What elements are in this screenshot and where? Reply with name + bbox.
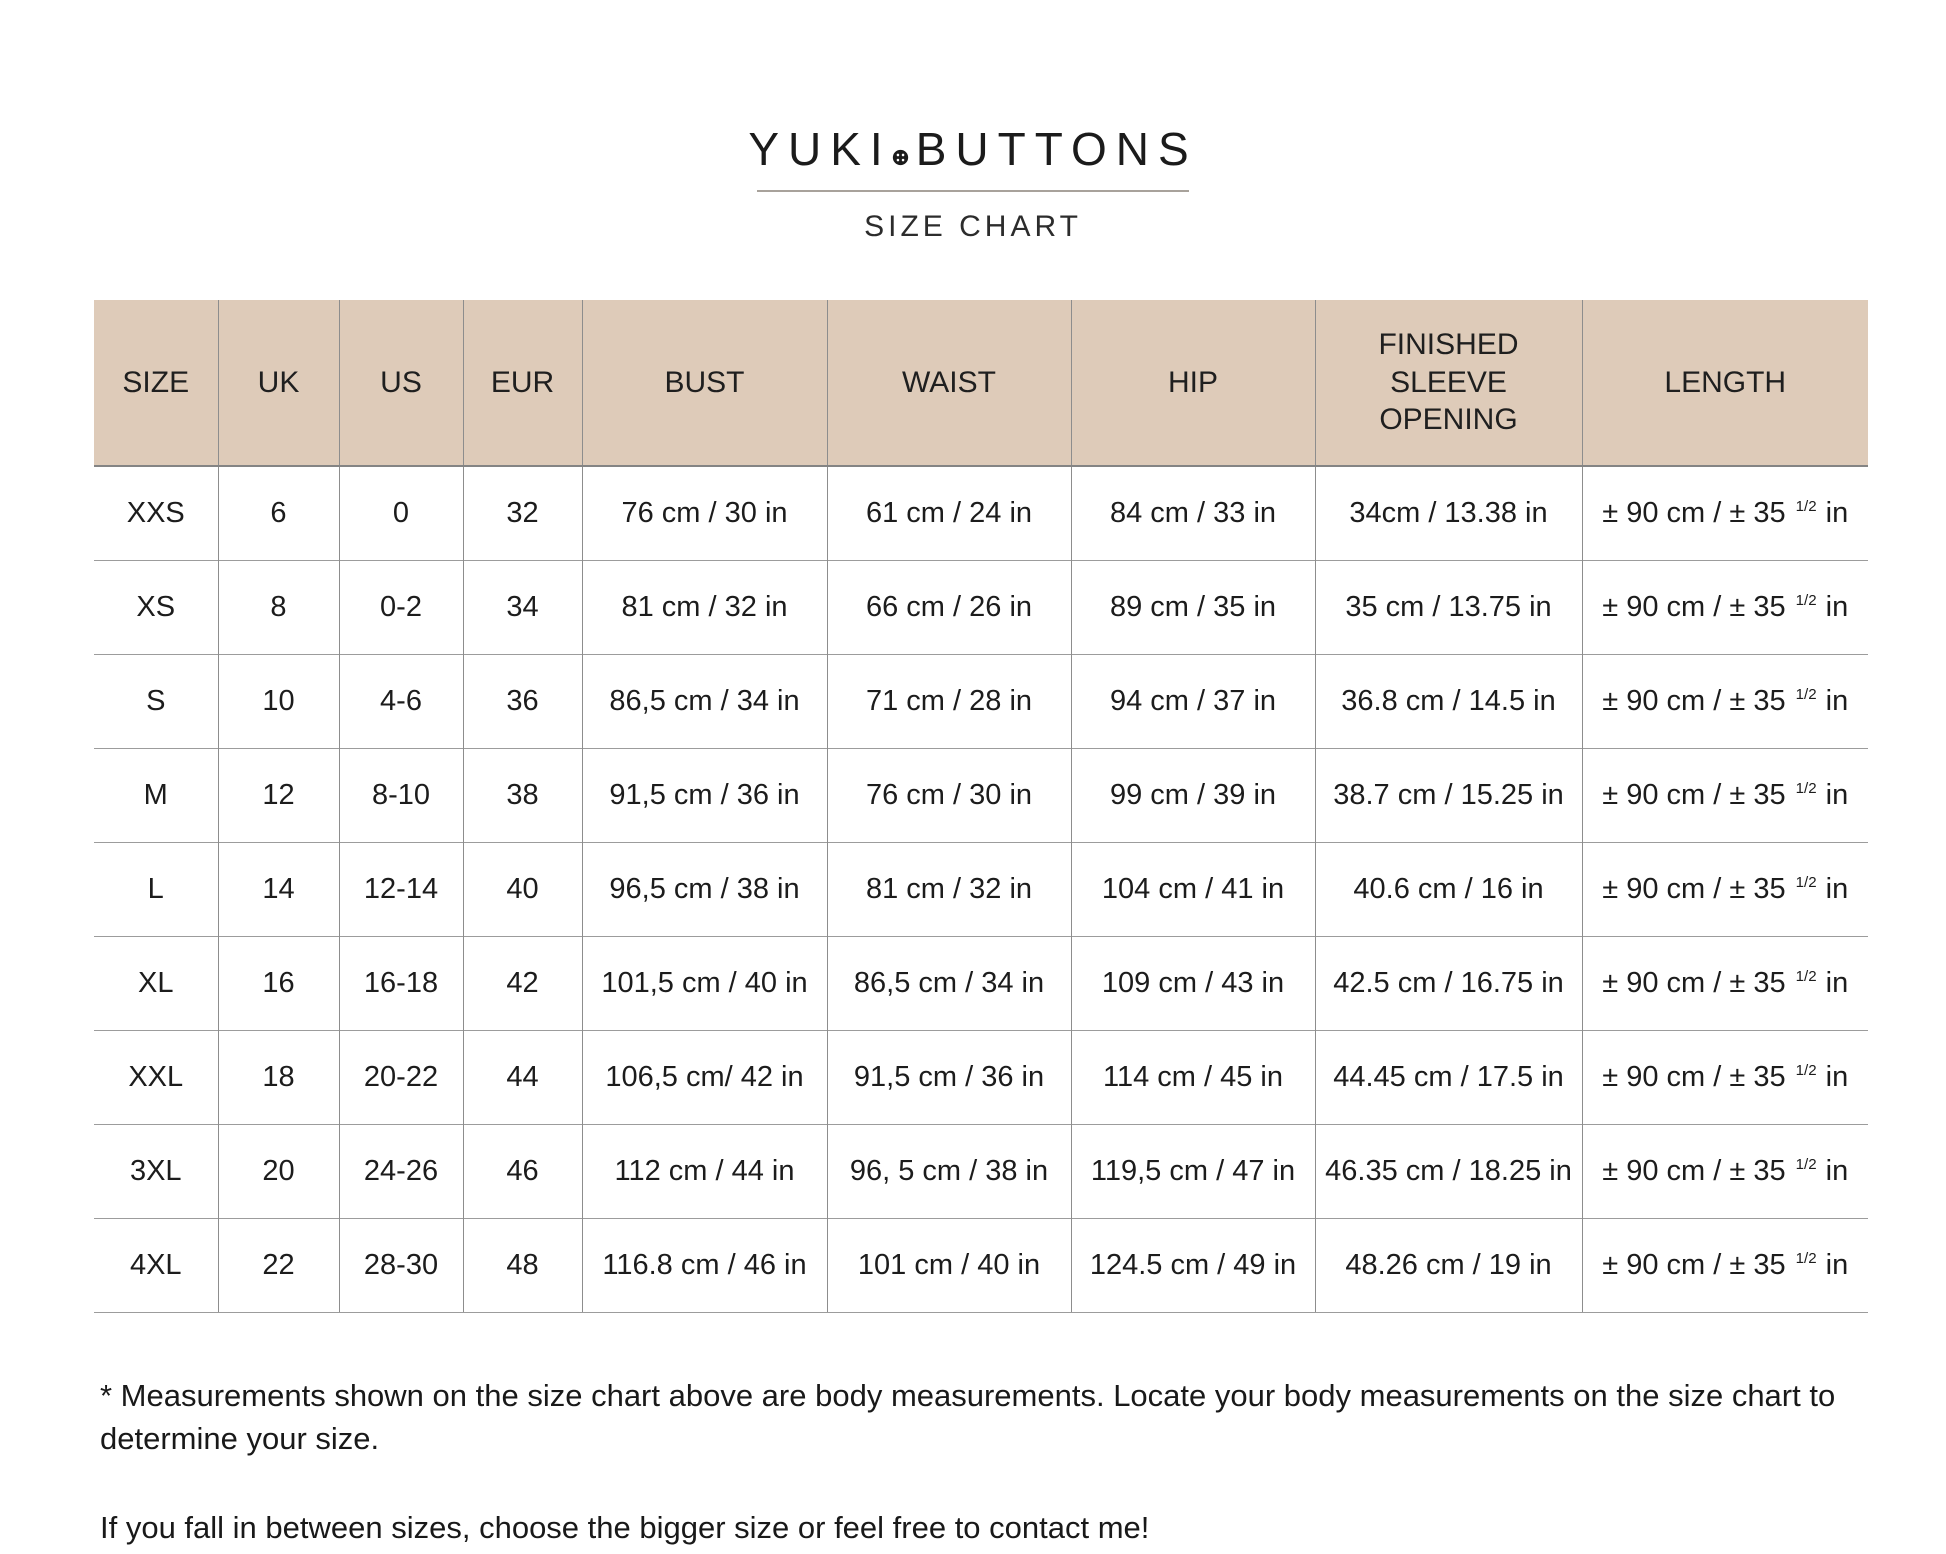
table-row-xl: [94, 937, 1868, 1031]
cell-uk: 22: [218, 1219, 339, 1313]
column-header-us: US: [339, 300, 463, 466]
cell-us: 24-26: [339, 1125, 463, 1219]
cell-size: XS: [94, 561, 218, 655]
cell-waist: 81 cm / 32 in: [827, 843, 1071, 937]
cell-us: 0: [339, 466, 463, 561]
cell-hip: 94 cm / 37 in: [1071, 655, 1315, 749]
cell-eur: 48: [463, 1219, 582, 1313]
cell-uk: 8: [218, 561, 339, 655]
brand-block: [0, 0, 1946, 244]
cell-waist: 91,5 cm / 36 in: [827, 1031, 1071, 1125]
cell-sleeve: 40.6 cm / 16 in: [1315, 843, 1582, 937]
cell-sleeve: 38.7 cm / 15.25 in: [1315, 749, 1582, 843]
table-row-xxs: [94, 466, 1868, 561]
cell-bust: 76 cm / 30 in: [582, 466, 827, 561]
cell-waist: 86,5 cm / 34 in: [827, 937, 1071, 1031]
cell-length: ± 90 cm / ± 35 $^{1/2}$ in: [1582, 1031, 1868, 1125]
cell-waist: 71 cm / 28 in: [827, 655, 1071, 749]
cell-size: S: [94, 655, 218, 749]
cell-bust: 116.8 cm / 46 in: [582, 1219, 827, 1313]
column-header-sleeve: FINISHED SLEEVE OPENING: [1315, 300, 1582, 466]
cell-hip: 124.5 cm / 49 in: [1071, 1219, 1315, 1313]
cell-hip: 104 cm / 41 in: [1071, 843, 1315, 937]
fraction-half: 1/2: [1795, 780, 1817, 798]
cell-eur: 44: [463, 1031, 582, 1125]
cell-sleeve: 44.45 cm / 17.5 in: [1315, 1031, 1582, 1125]
table-row-4xl: [94, 1219, 1868, 1313]
table-row-l: [94, 843, 1868, 937]
cell-us: 0-2: [339, 561, 463, 655]
cell-eur: 38: [463, 749, 582, 843]
footnotes: [100, 1375, 1846, 1549]
cell-us: 28-30: [339, 1219, 463, 1313]
size-table-head: [94, 300, 1868, 466]
cell-uk: 16: [218, 937, 339, 1031]
cell-sleeve: 48.26 cm / 19 in: [1315, 1219, 1582, 1313]
column-header-length: LENGTH: [1582, 300, 1868, 466]
cell-waist: 101 cm / 40 in: [827, 1219, 1071, 1313]
fraction-half: 1/2: [1795, 686, 1817, 704]
cell-bust: 81 cm / 32 in: [582, 561, 827, 655]
cell-size: XL: [94, 937, 218, 1031]
cell-sleeve: 34cm / 13.38 in: [1315, 466, 1582, 561]
cell-eur: 34: [463, 561, 582, 655]
button-dot-icon: [892, 149, 909, 166]
column-header-bust: BUST: [582, 300, 827, 466]
cell-size: XXS: [126, 497, 185, 529]
cell-eur: 46: [463, 1125, 582, 1219]
cell-sleeve: 42.5 cm / 16.75 in: [1315, 937, 1582, 1031]
cell-us: 16-18: [339, 937, 463, 1031]
cell-length: ± 90 cm / ± 35 $^{1/2}$ in: [1582, 937, 1868, 1031]
column-header-eur: EUR: [463, 300, 582, 466]
column-header-size: SIZE: [94, 300, 218, 466]
cell-sleeve: 36.8 cm / 14.5 in: [1315, 655, 1582, 749]
fraction-half: 1/2: [1795, 1250, 1817, 1268]
cell-hip: 114 cm / 45 in: [1071, 1031, 1315, 1125]
cell-size: 3XL: [94, 1125, 218, 1219]
cell-hip: 99 cm / 39 in: [1071, 749, 1315, 843]
column-header-hip: HIP: [1071, 300, 1315, 466]
fraction-half: 1/2: [1795, 1062, 1817, 1080]
cell-hip: 89 cm / 35 in: [1071, 561, 1315, 655]
cell-size: XXL: [94, 1031, 218, 1125]
cell-length: ± 90 cm / ± 35 $^{1/2}$ in: [1582, 561, 1868, 655]
cell-bust: 91,5 cm / 36 in: [582, 749, 827, 843]
cell-uk: 14: [218, 843, 339, 937]
cell-bust: 101,5 cm / 40 in: [582, 937, 827, 1031]
fraction-half: 1/2: [1795, 874, 1817, 892]
cell-length: ± 90 cm / ± 35 $^{1/2}$ in: [1582, 466, 1868, 561]
cell-hip: 119,5 cm / 47 in: [1071, 1125, 1315, 1219]
cell-eur: 32: [463, 466, 582, 561]
fraction-half: 1/2: [1795, 968, 1817, 986]
cell-eur: 42: [463, 937, 582, 1031]
table-row-xxl: [94, 1031, 1868, 1125]
cell-bust: 96,5 cm / 38 in: [582, 843, 827, 937]
brand-name-left: YUKI: [748, 123, 892, 175]
size-chart-table: [94, 300, 1868, 1313]
cell-uk: 12: [218, 749, 339, 843]
cell-uk: 10: [218, 655, 339, 749]
cell-uk: 6: [218, 466, 339, 561]
note-between-sizes: If you fall in between sizes, choose the bigger size or feel free to contact me!: [100, 1509, 1150, 1545]
cell-sleeve: 46.35 cm / 18.25 in: [1315, 1125, 1582, 1219]
cell-length: ± 90 cm / ± 35 $^{1/2}$ in: [1582, 1219, 1868, 1313]
cell-bust: 106,5 cm/ 42 in: [582, 1031, 827, 1125]
cell-us: 4-6: [339, 655, 463, 749]
fraction-half: 1/2: [1795, 498, 1817, 516]
cell-us: 20-22: [339, 1031, 463, 1125]
column-header-uk: UK: [218, 300, 339, 466]
cell-uk: 18: [218, 1031, 339, 1125]
fraction-half: 1/2: [1795, 1156, 1817, 1174]
cell-us: 12-14: [339, 843, 463, 937]
cell-sleeve: 35 cm / 13.75 in: [1315, 561, 1582, 655]
cell-us: 8-10: [339, 749, 463, 843]
table-row-xs: [94, 561, 1868, 655]
cell-waist: 66 cm / 26 in: [827, 561, 1071, 655]
cell-length: ± 90 cm / ± 35 $^{1/2}$ in: [1582, 843, 1868, 937]
table-row-3xl: [94, 1125, 1868, 1219]
cell-length: ± 90 cm / ± 35 $^{1/2}$ in: [1582, 749, 1868, 843]
brand-title: [748, 122, 1197, 176]
cell-length: ± 90 cm / ± 35 $^{1/2}$ in: [1582, 655, 1868, 749]
cell-bust: 112 cm / 44 in: [582, 1125, 827, 1219]
cell-size: L: [94, 843, 218, 937]
cell-eur: 40: [463, 843, 582, 937]
header-row: [94, 300, 1868, 466]
cell-uk: 20: [218, 1125, 339, 1219]
fraction-half: 1/2: [1795, 592, 1817, 610]
cell-waist: 76 cm / 30 in: [827, 749, 1071, 843]
size-table-body: [94, 466, 1868, 1313]
cell-length: ± 90 cm / ± 35 $^{1/2}$ in: [1582, 1125, 1868, 1219]
cell-waist: 96, 5 cm / 38 in: [827, 1125, 1071, 1219]
cell-size: 4XL: [94, 1219, 218, 1313]
brand-name-right: BUTTONS: [915, 123, 1198, 175]
note-measurements: * Measurements shown on the size chart above are body measurements. Locate your body measurements on the size chart to determine your size.: [100, 1378, 1836, 1456]
table-row-m: [94, 749, 1868, 843]
title-divider: [757, 190, 1189, 192]
size-chart-heading: SIZE CHART: [864, 210, 1082, 243]
cell-hip: 109 cm / 43 in: [1071, 937, 1315, 1031]
cell-bust: 86,5 cm / 34 in: [582, 655, 827, 749]
cell-size: M: [94, 749, 218, 843]
column-header-waist: WAIST: [827, 300, 1071, 466]
cell-hip: 84 cm / 33 in: [1071, 466, 1315, 561]
table-row-s: [94, 655, 1868, 749]
cell-eur: 36: [463, 655, 582, 749]
cell-waist: 61 cm / 24 in: [827, 466, 1071, 561]
